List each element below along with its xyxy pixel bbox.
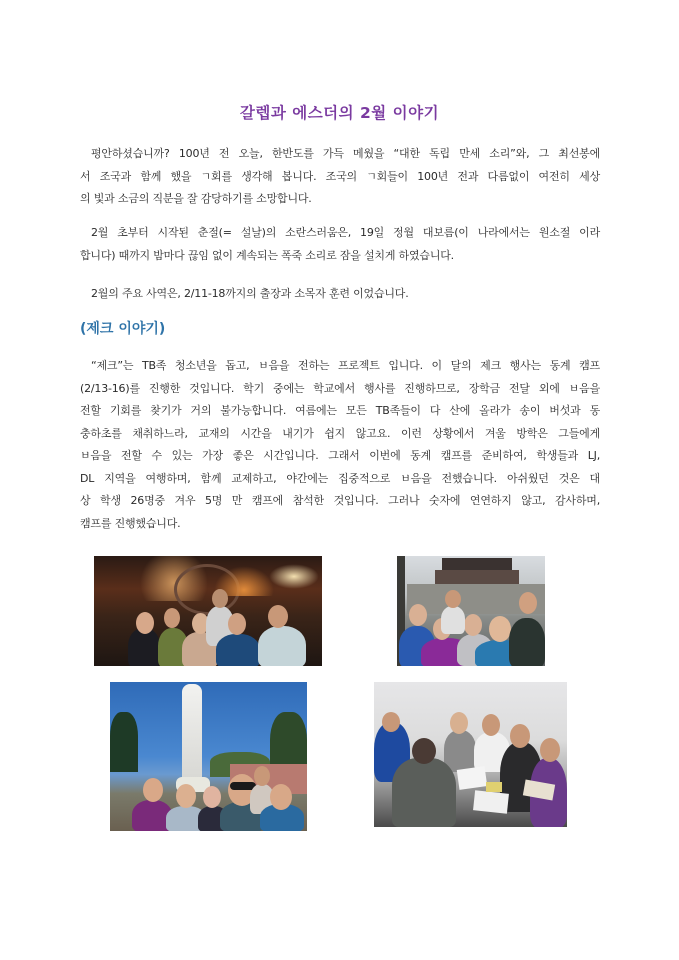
bible-study-photo bbox=[374, 682, 567, 827]
text-line: 전할 기회를 찾기가 거의 불가능합니다. 여름에는 모든 TB족들이 다 산에 올라가 송이 버섯과 동 bbox=[80, 404, 600, 417]
text-line: 합니다) 때까지 밤마다 끊임 없이 계속되는 폭죽 소리로 잠을 설치게 하였습니다. bbox=[80, 248, 454, 262]
section-heading: (제크 이야기) bbox=[80, 321, 166, 337]
text-line: DL 지역을 여행하며, 함께 교제하고, 야간에는 집중적으로 ㅂ음을 전했습니다. 아쉬웠던 것은 대 bbox=[80, 471, 600, 485]
paragraph-main-ministry bbox=[80, 283, 600, 306]
text-line: 충하초를 채취하느라, 교재의 시간을 내기가 쉽지 않고요. 이런 상황에서 겨울 방학은 그들에게 bbox=[80, 426, 600, 440]
text-line: “제크”는 TB족 청소년을 돕고, ㅂ음을 전하는 프로젝트 입니다. 이 달의 제크 행사는 동계 캠프 bbox=[91, 359, 600, 372]
paragraph-zeke-story bbox=[80, 355, 600, 535]
paragraph-spring-festival bbox=[80, 222, 600, 267]
paragraph-greeting bbox=[80, 143, 600, 211]
text-line: 상 학생 26명중 겨우 5명 만 캠프에 참석한 것입니다. 그러나 숫자에 연연하지 않고, 감사하며, bbox=[80, 494, 600, 507]
text-line: 2월 초부터 시작된 춘절(= 설날)의 소란스러움은, 19일 정월 대보름(이 나라에서는 원소절 이라 bbox=[91, 226, 600, 239]
statue-group-photo bbox=[110, 682, 307, 831]
page-title: 갈렙과 에스더의 2월 이야기 bbox=[239, 104, 440, 122]
text-line: 서 조국과 함께 했을 ㄱ회를 생각해 봅니다. 조국의 ㄱ회들이 100년 전과 다름없이 여전히 세상 bbox=[80, 169, 600, 183]
text-line: 캠프를 진행했습니다. bbox=[80, 516, 181, 530]
gate-group-photo bbox=[397, 556, 545, 666]
night-group-photo bbox=[94, 556, 322, 666]
text-line: 평안하셨습니까? 100년 전 오늘, 한반도를 가득 메웠을 “대한 독립 만세 소리”와, 그 최선봉에 bbox=[91, 147, 600, 160]
text-line: (2/13-16)를 진행한 것입니다. 학기 중에는 학교에서 행사를 진행하므로, 장학금 전달 외에 ㅂ음을 bbox=[80, 381, 600, 395]
text-line: 의 빛과 소금의 직분을 잘 감당하기를 소망합니다. bbox=[80, 192, 312, 205]
text-line: ㅂ음을 전할 수 있는 가장 좋은 시간입니다. 그래서 이번에 동계 캠프를 준비하여, 학생들과 LJ, bbox=[80, 449, 600, 462]
text-line: 2월의 주요 사역은, 2/11-18까지의 출장과 소목자 훈련 이었습니다. bbox=[91, 287, 409, 300]
